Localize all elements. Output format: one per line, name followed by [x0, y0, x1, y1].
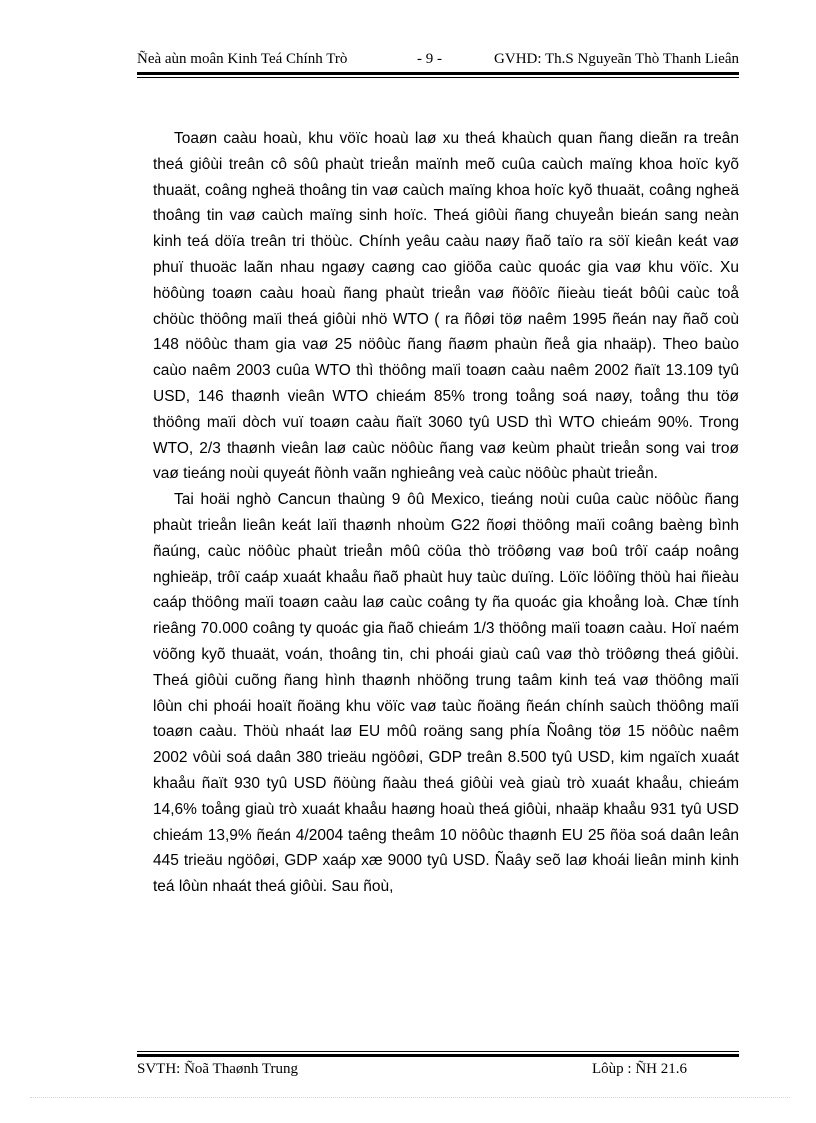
header-page-number: - 9 - — [417, 51, 442, 67]
header-document-title: Ñeà aùn moân Kinh Teá Chính Trò — [137, 51, 348, 67]
footer-author: SVTH: Ñoã Thaønh Trung — [137, 1061, 298, 1077]
paragraph-1: Toaøn caàu hoaù, khu vöïc hoaù laø xu theá khaùch quan ñang dieãn ra treân theá giôùi treân cô sôû phaùt trieån maïnh meõ cuûa caùch maïng khoa hoïc kyõ thuaät, coâng ngheä thoâng tin vaø caùch maïng khoa hoïc kyõ thuaät, coâng ngheä thoâng tin vaø caùch maïng sinh hoïc. Theá giôùi ñang chuyeån bieán sang neàn kinh teá döïa treân tri thöùc. Chính yeâu caàu naøy ñaõ taïo ra söï kieân keát vaø phuï thuoäc laãn nhau ngaøy caøng cao giöõa caùc quoác gia vaø khu vöïc. Xu höôùng toaøn caàu hoaù ñang phaùt trieån vaø ñöôïc ñieàu tieát bôûi caùc toå chöùc thöông maïi theá giôùi nhö WTO ( ra ñôøi töø naêm 1995 ñeán nay ñaõ coù 148 nöôùc tham gia vaø 25 nöôùc ñang ñaøm phaùn ñeå gia nhaäp). Theo baùo caùo naêm 2003 cuûa WTO thì thöông maïi toaøn caàu naêm 2002 ñaït 13.109 tyû USD, 146 thaønh vieân WTO chieám 85% trong toång soá naøy, toång thu töø thöông maïi dòch vuï toaøn caàu ñaït 3060 tyû USD thì WTO chieám 90%. Trong WTO, 2/3 thaønh vieân laø caùc nöôùc ñang vaø keùm phaùt trieån song vai troø vaø tieáng noùi quyeát ñònh vaãn nghieâng veà caùc nöôùc phaùt trieån. — [153, 130, 739, 483]
footer-class: Lôùp : ÑH 21.6 — [592, 1061, 687, 1077]
page-edge-dotted-line — [30, 1097, 790, 1098]
paragraph-2: Tai hoäi nghò Cancun thaùng 9 ôû Mexico, tieáng noùi cuûa caùc nöôùc ñang phaùt trieån lieân keát laïi thaønh nhoùm G22 ñoøi thöông maïi coâng baèng bình ñaúng, caùc nöôùc phaùt trieån môû cöûa thò tröôøng vaø boû trôï caáp noâng nghieäp, trôï caáp xuaát khaåu ñaõ phaùt huy taùc duïng. Löïc löôïng thöù hai ñieàu caáp thöông maïi toaøn caàu laø caùc coâng ty ña quoác gia khoång loà. Chæ tính rieâng 70.000 coâng ty quoác gia ñaõ chieám 1/3 thöông maïi toaøn caàu. Hoï naém vöõng kyõ thuaät, voán, thoâng tin, chi phoái giaù caû vaø thò tröôøng theá giôùi. Theá giôùi cuõng ñang hình thaønh nhöõng trung taâm kinh teá vaø thöông maïi lôùn chi phoái hoaït ñoäng khu vöïc vaø taùc ñoäng ñeán chính saùch thöông maïi toaøn caàu. Thöù nhaát laø EU môû roäng sang phía Ñoâng töø 15 nöôùc naêm 2002 vôùi soá daân 380 trieäu ngöôøi, GDP treân 8.500 tyû USD, kim ngaïch xuaát khaåu ñaït 930 tyû USD ñöùng ñaàu theá giôùi veà giaù trò xuaát khaåu, chieám 14,6% toång giaù trò xuaát khaåu haøng hoaù theá giôùi, nhaäp khaåu 931 tyû USD chieám 13,9% ñeán 4/2004 taêng theâm 10 nöôùc thaønh EU 25 ñöa soá daân leân 445 trieäu ngöôøi, GDP xaáp xæ 9000 tyû USD. Ñaây seõ laø khoái lieân minh kinh teá lôùn nhaát theá giôùi. Sau ñoù, — [153, 491, 739, 896]
header-advisor: GVHD: Th.S Nguyeãn Thò Thanh Lieân — [494, 51, 739, 67]
body-text — [153, 126, 739, 900]
footer-rule-thick — [137, 1054, 739, 1057]
header-rule-thick — [137, 72, 739, 75]
footer-rule-thin — [137, 1051, 739, 1052]
header-rule-thin — [137, 77, 739, 78]
